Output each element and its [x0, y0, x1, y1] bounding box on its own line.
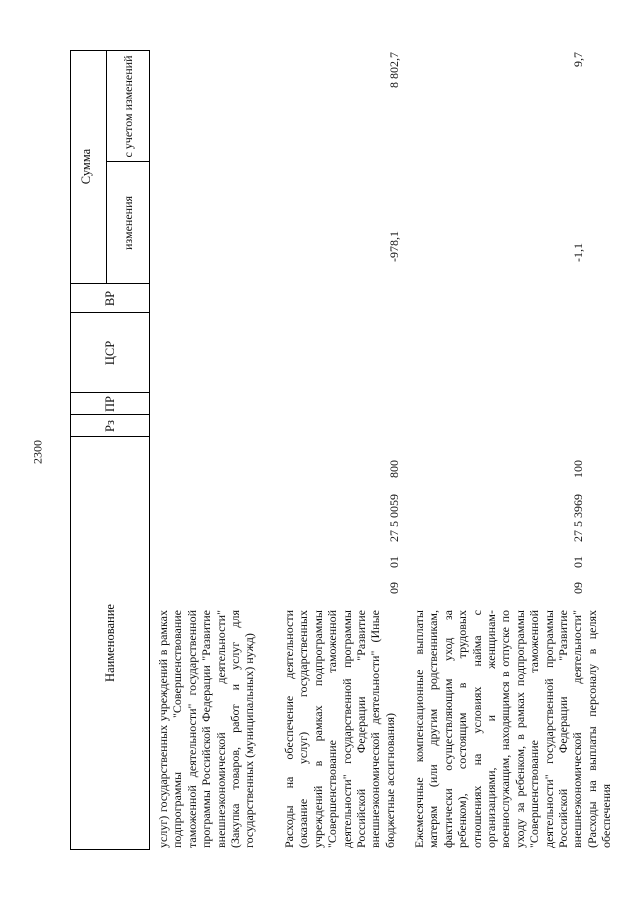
row-vr: 800	[387, 460, 401, 478]
row-total: 9,7	[571, 52, 585, 67]
row-rz: 09	[387, 582, 401, 594]
row-total: 8 802,7	[387, 52, 401, 88]
header-sum: Сумма	[79, 148, 93, 185]
table-row	[150, 50, 276, 850]
row-change: -978,1	[387, 231, 401, 262]
header-rz: Рз	[102, 420, 117, 432]
budget-table	[70, 50, 614, 850]
row-pr: 01	[387, 556, 401, 568]
table-body	[150, 50, 614, 850]
row-vr: 100	[571, 460, 585, 478]
row-csr: 27 5 0059	[387, 494, 401, 542]
row-name: Ежемесячные компенсационные выплаты матерям (или другим родственникам, фактически осуществляющим уход за ребенком), состоящим в трудовых отношениях на условиях найма с организациями, и женщинам-военнослужащим, находящимся в отпуске по уходу за ребенком, в рамках подпрограммы "Совершенствование таможенной деятельности" государственной программы Российской Федерации "Развитие внешнеэкономической деятельности" (Расходы на выплаты персоналу в целях обеспечения	[412, 610, 614, 848]
header-name: Наименование	[102, 604, 117, 682]
table-row	[276, 50, 406, 850]
header-change: изменения	[120, 195, 135, 251]
header-csr: ЦСР	[102, 340, 117, 366]
header-vr: ВР	[102, 290, 117, 307]
row-name: Расходы на обеспечение деятельности (оказание услуг) государственных учреждений в рамках подпрограммы "Совершенствование таможенной деятельности" государственной программы Российской Федерации "Развитие внешнеэкономической деятельности" (Иные бюджетные ассигнования)	[282, 610, 397, 848]
header-pr: ПР	[102, 396, 117, 412]
page-number-text: 2300	[30, 440, 45, 464]
table-row	[406, 50, 614, 850]
row-csr: 27 5 3969	[571, 494, 585, 542]
row-pr: 01	[571, 556, 585, 568]
header-with-change: с учетом изменений	[120, 55, 135, 158]
row-name: услуг) государственных учреждений в рамках подпрограммы "Совершенствование таможенной деятельности" государственной программы Российской Федерации "Развитие внешнеэкономической деятельности" (Закупка товаров, работ и услуг для государственных (муниципальных) нужд)	[156, 610, 257, 848]
row-rz: 09	[571, 582, 585, 594]
table-header	[70, 50, 150, 850]
row-change: -1,1	[571, 243, 585, 262]
